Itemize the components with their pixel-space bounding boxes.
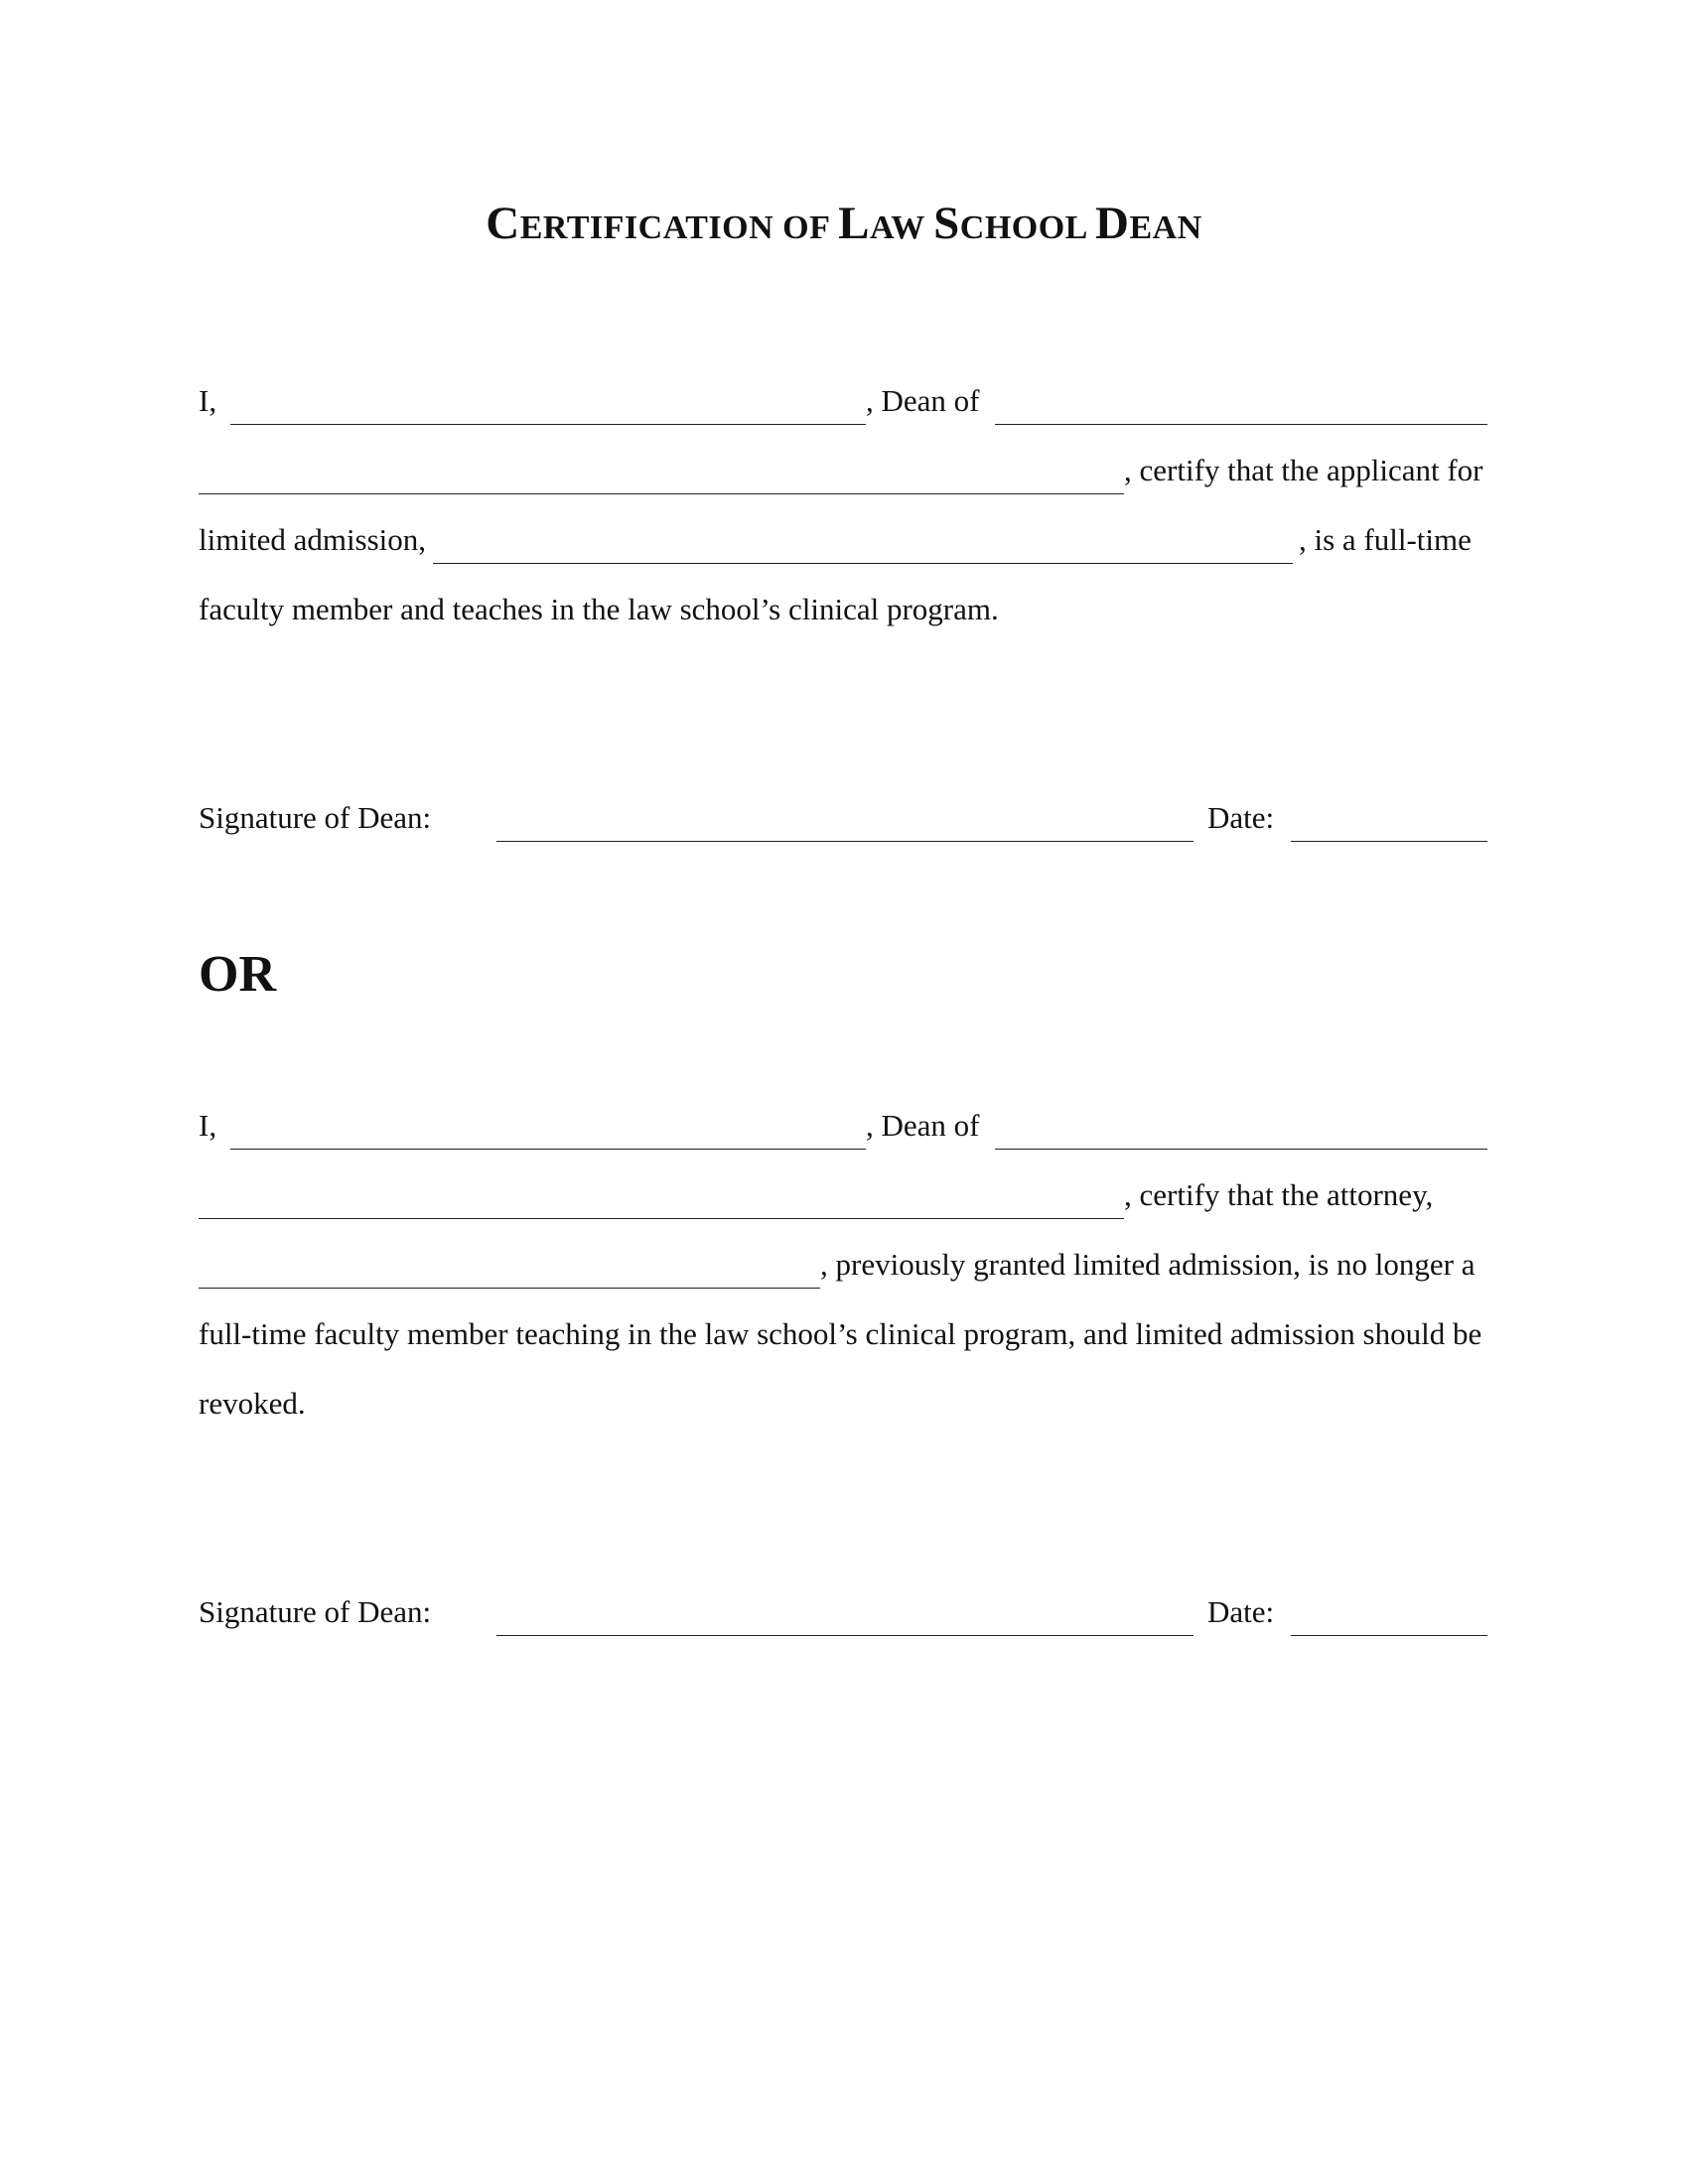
form2-line2 [199,1150,1489,1219]
faculty-text: faculty member and teaches in the law school’s clinical program. [199,592,999,626]
certify-text: , certify that the applicant for [1124,453,1483,487]
full-time-faculty-text: full-time faculty member teaching in the law school’s clinical program, and limited admission should be [199,1316,1482,1351]
revoked-text: revoked. [199,1386,306,1421]
date-field[interactable] [1291,841,1487,842]
or-heading: OR [199,946,276,1003]
full-time-text: , is a full-time [1299,522,1472,557]
signature-field[interactable] [496,1635,1194,1636]
dean-of-label: , Dean of [866,1108,980,1143]
date-label: Date: [1207,800,1275,835]
dean-of-label: , Dean of [866,383,980,418]
limited-admission-label: limited admission, [199,522,427,557]
signature-label: Signature of Dean: [199,800,432,835]
form1-line3 [199,494,1489,564]
form1-line2 [199,425,1489,494]
previously-granted-text: , previously granted limited admission, is no longer a [820,1247,1476,1282]
date-label: Date: [1207,1594,1275,1629]
signature-label: Signature of Dean: [199,1594,432,1629]
i-label: I, [199,383,217,418]
signature-row-2 [199,1567,1489,1636]
signature-field[interactable] [496,841,1194,842]
signature-row-1 [199,772,1489,842]
form2-line1 [199,1080,1489,1150]
form2-line4 [199,1289,1489,1358]
form2-line5 [199,1358,1489,1428]
form2-line3 [199,1219,1489,1289]
certify-attorney-text: , certify that the attorney, [1124,1177,1434,1212]
date-field[interactable] [1291,1635,1487,1636]
i-label: I, [199,1108,217,1143]
page-title: CERTIFICATION OF LAW SCHOOL DEAN [486,198,1202,249]
form1-line4 [199,564,1489,633]
form1-line1 [199,355,1489,425]
